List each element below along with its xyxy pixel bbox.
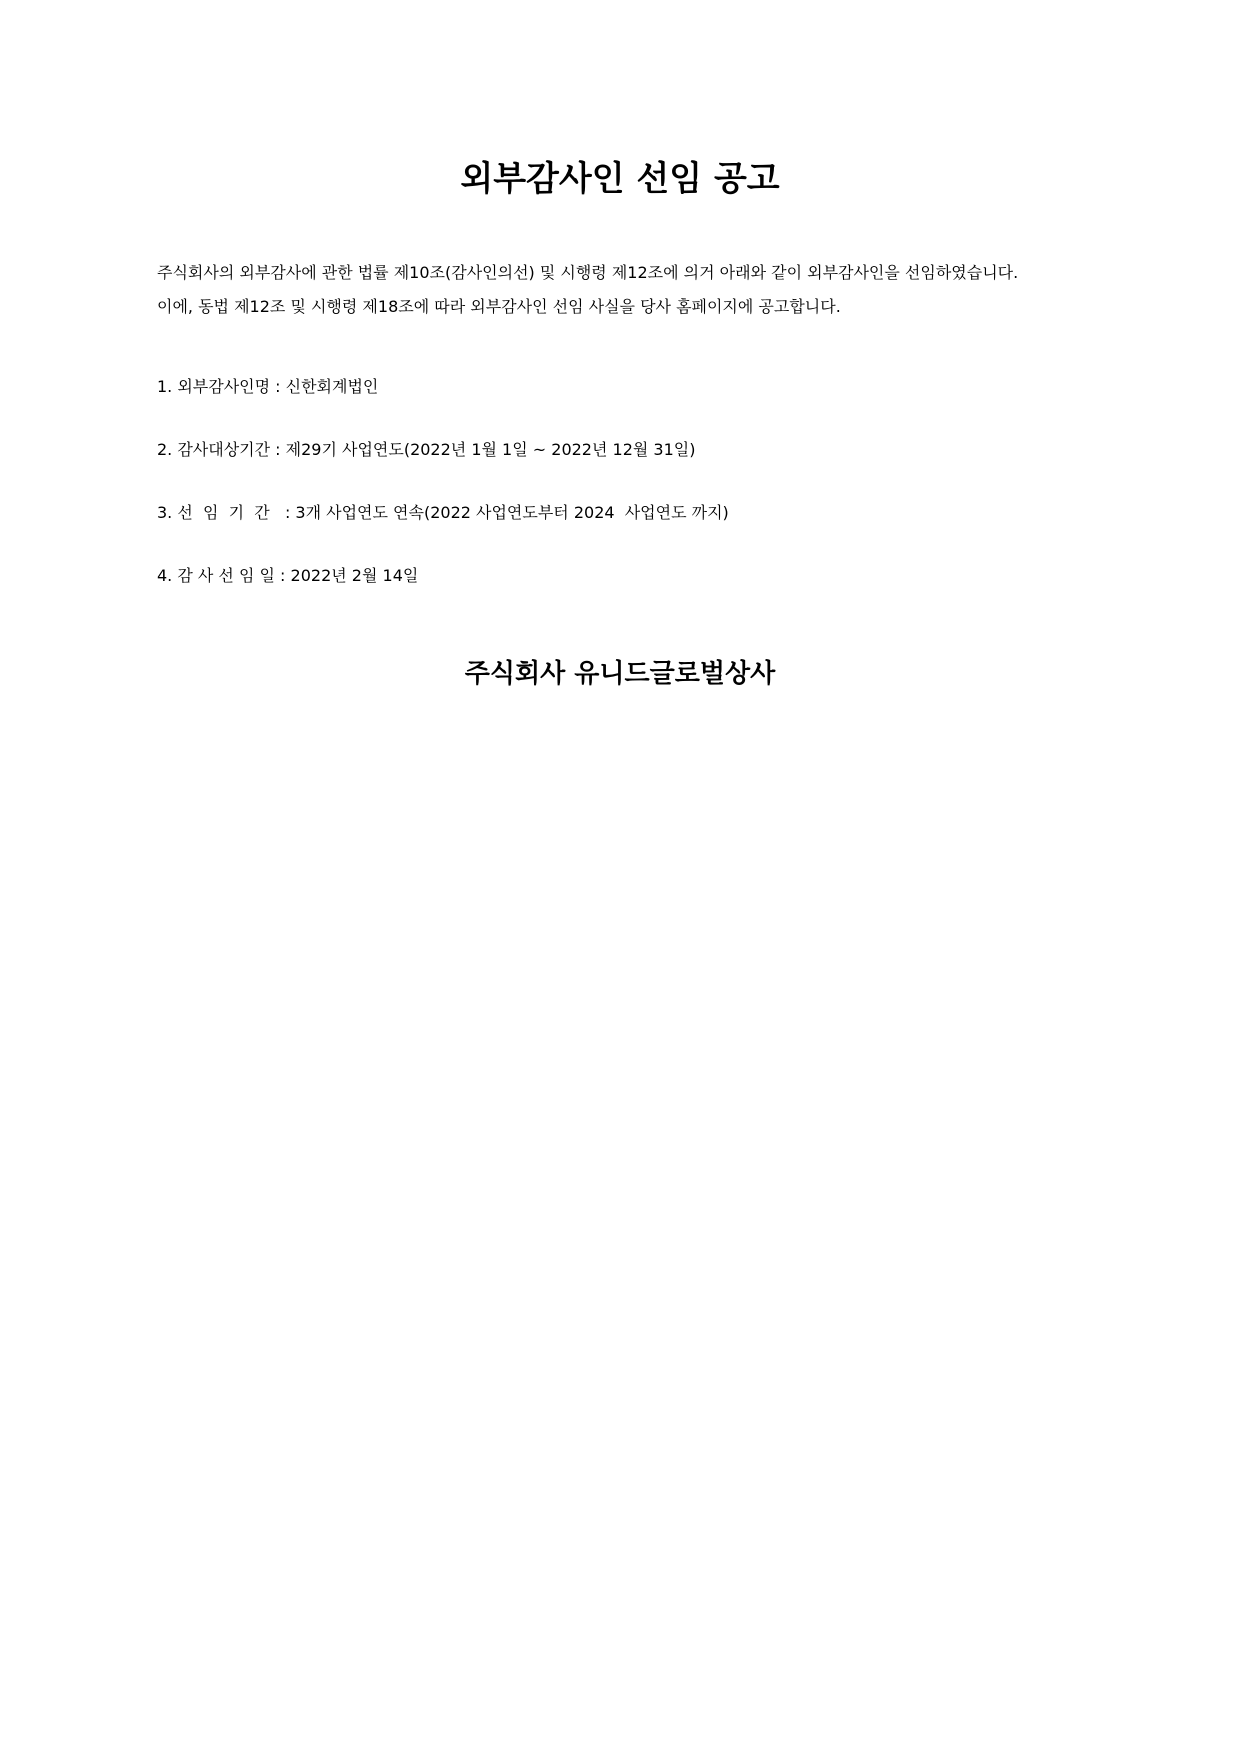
intro-line-1: 주식회사의 외부감사에 관한 법률 제10조(감사인의선) 및 시행령 제12조에 의거 아래와 같이 외부감사인을 선임하였습니다. (157, 263, 1019, 282)
intro-paragraph (157, 256, 1117, 324)
item-appointment-date: 4. 감 사 선 임 일 : 2022년 2월 14일 (157, 566, 419, 585)
notice-items (157, 376, 1117, 628)
company-name: 주식회사 유니드글로벌상사 (464, 659, 776, 689)
item-audit-period: 2. 감사대상기간 : 제29기 사업연도(2022년 1월 1일 ~ 2022년 12월 31일) (157, 440, 696, 459)
intro-line-2: 이에, 동법 제12조 및 시행령 제18조에 따라 외부감사인 선임 사실을 당사 홈페이지에 공고합니다. (157, 297, 841, 316)
item-auditor-name: 1. 외부감사인명 : 신한회계법인 (157, 377, 379, 396)
document-title: 외부감사인 선임 공고 (460, 159, 780, 199)
item-appointment-term: 3. 선 임 기 간 : 3개 사업연도 연속(2022 사업연도부터 2024 사업연도 까지) (157, 503, 729, 522)
